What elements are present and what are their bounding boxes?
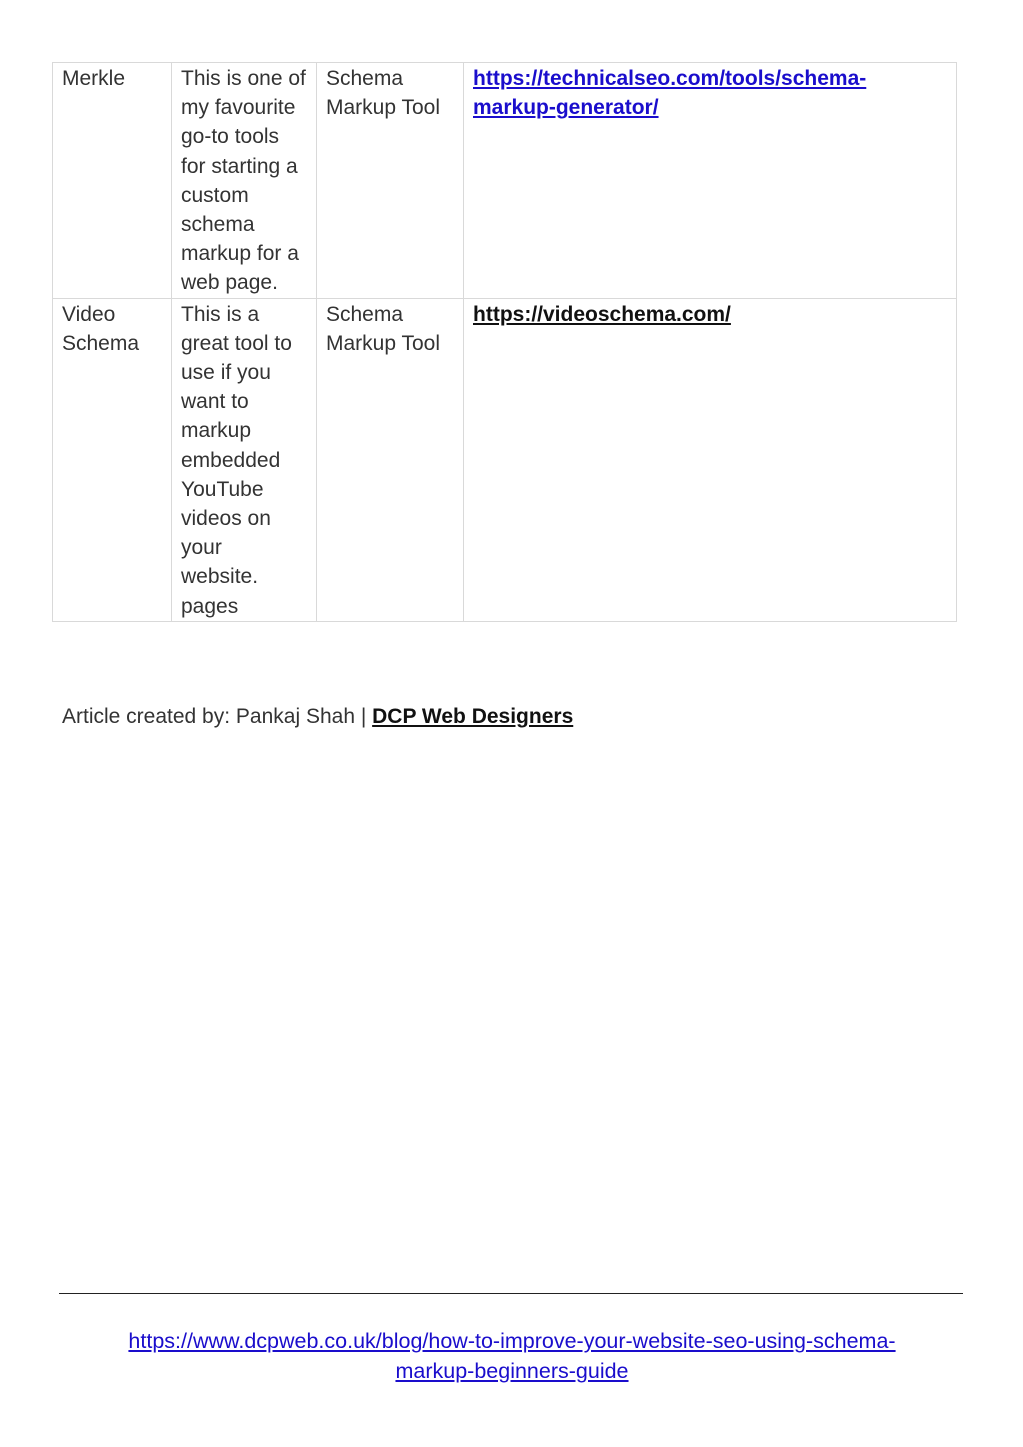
- description-line: pages: [181, 594, 239, 618]
- tool-name-line: Schema: [62, 331, 140, 355]
- description-line: schema: [181, 213, 255, 237]
- description-line: markup for a: [181, 242, 299, 266]
- table-row: [53, 298, 957, 621]
- url-line: https://technicalseo.com/tools/schema-: [473, 67, 867, 90]
- description-line: for starting a: [181, 154, 298, 178]
- description-line: This is a: [181, 302, 260, 326]
- table-row: [53, 63, 957, 299]
- tool-name: Merkle: [62, 67, 126, 90]
- company-link[interactable]: DCP Web Designers: [372, 705, 574, 728]
- category-line: Markup Tool: [326, 96, 441, 120]
- description-line: my favourite: [181, 96, 296, 120]
- description-line: custom: [181, 183, 249, 207]
- footer-divider: [59, 1293, 963, 1294]
- category-line: Markup Tool: [326, 331, 441, 355]
- description-line: embedded: [181, 448, 281, 472]
- schema-tools-table: [52, 62, 957, 622]
- attribution-prefix: Article created by: Pankaj Shah |: [62, 705, 373, 728]
- tool-url-cell: [464, 63, 957, 299]
- footer-url-line: https://www.dcpweb.co.uk/blog/how-to-improve-your-website-seo-using-schema-: [128, 1329, 896, 1353]
- description-line: want to: [181, 390, 249, 414]
- description-line: This is one of: [181, 67, 306, 90]
- category-line: Schema: [326, 67, 404, 90]
- description-line: your: [181, 536, 222, 560]
- tool-category-cell: [317, 298, 464, 621]
- description-line: videos on: [181, 507, 271, 531]
- tool-name-cell: [53, 63, 172, 299]
- description-line: go-to tools: [181, 125, 280, 149]
- article-attribution: [62, 702, 573, 731]
- tool-description-cell: [172, 298, 317, 621]
- merkle-tool-link[interactable]: [473, 67, 866, 119]
- description-line: web page.: [181, 271, 278, 295]
- description-line: markup: [181, 419, 252, 443]
- footer-article-link[interactable]: [60, 1326, 964, 1386]
- tool-category-cell: [317, 63, 464, 299]
- description-line: website.: [181, 565, 259, 589]
- tool-name-line: Video: [62, 302, 116, 326]
- videoschema-tool-link[interactable]: [473, 303, 731, 326]
- tool-name-cell: [53, 298, 172, 621]
- description-line: YouTube: [181, 477, 264, 501]
- url-line: https://videoschema.com/: [473, 302, 731, 326]
- description-line: use if you: [181, 361, 271, 385]
- tool-url-cell: [464, 298, 957, 621]
- tool-description-cell: [172, 63, 317, 299]
- description-line: great tool to: [181, 331, 292, 355]
- category-line: Schema: [326, 302, 404, 326]
- url-line: markup-generator/: [473, 96, 659, 120]
- footer-url-line: markup-beginners-guide: [395, 1359, 629, 1383]
